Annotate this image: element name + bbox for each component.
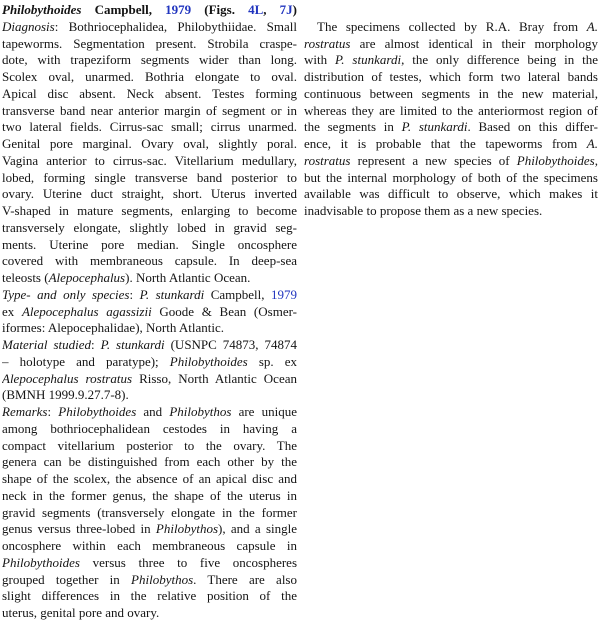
text-line [2,555,297,572]
text-line [2,52,297,69]
text-line [304,86,598,103]
text-run: with [304,52,336,68]
text-run: , the only difference being in the [401,52,598,68]
text-line [304,186,598,203]
text-run: grouped together in [2,571,132,587]
text-line [2,538,297,555]
text-line [304,52,598,69]
text-line [2,588,297,605]
text-run: are almost identical in their morphology [350,35,598,51]
text-run: oncosphere within each membraneous capsule in [2,538,297,553]
text-run: ex [2,303,22,319]
text-line [2,186,297,203]
reference-link[interactable]: 7J [279,2,293,17]
text-line [2,287,297,304]
text-run: ) [292,2,297,17]
text-run: ence, it is probable that the tapeworms from [304,136,587,152]
text-run: Vagina anterior to cirrus-sac. Vitellarium medullary, [2,152,297,168]
text-line [2,471,297,488]
text-line [2,103,297,120]
text-run: Diagnosis [2,18,55,34]
text-line [2,119,297,136]
reference-link[interactable]: 4L [248,2,264,17]
text-run: teleosts ( [2,270,49,285]
text-line [304,119,598,136]
text-line [2,454,297,471]
text-run: , [263,2,280,17]
text-line [2,2,297,19]
text-line [2,421,297,438]
text-run: Philobythoides [2,554,80,570]
text-run: , [594,152,598,168]
text-run: tapeworms. Segmentation present. Strobila craspe- [2,35,297,51]
text-run: genera can be distinguished from each other by the [2,454,297,470]
text-line [2,521,297,538]
text-run: The specimens collected by R.A. Bray from [317,18,587,34]
text-run: compact vitellarium posterior to the ovary. The [2,437,297,453]
text-run: Philobythoides [58,404,137,419]
text-run: A. [586,136,598,152]
text-line [2,86,297,103]
text-run: : Bothriocephalidea, Philobythiidae. Small [54,18,297,34]
text-run: Philobythoides [2,2,82,17]
text-run: : [129,286,140,302]
text-run: transversely elongate, slightly lobed in gravid seg- [2,219,297,235]
text-line [2,203,297,220]
text-run: (Figs. [191,2,249,17]
text-run: neck in the former genus, the shape of the uterus in [2,487,297,503]
text-run: Philobythoides [516,152,595,168]
text-line [304,170,598,187]
text-run: : [91,337,101,352]
text-run: dote, with trapeziform segments wider than long. [2,52,297,68]
text-line [2,19,297,36]
text-run: two lateral fields. Cirrus-sac small; cirrus unarmed. [2,119,297,135]
text-run: whereas they are limited to the anteriormost region of [304,102,598,118]
text-line [2,153,297,170]
reference-link[interactable]: 1979 [165,2,192,17]
text-line [2,36,297,53]
text-run: represent a new species of [350,152,517,168]
text-run: (BMNH 1999.9.27.7-8). [2,387,129,403]
text-run: among bothriocephalidean cestodes in having a [2,420,297,436]
text-run: – holotype and paratype); [2,353,170,369]
text-line [2,337,297,354]
text-run: versus three to five oncospheres [80,554,297,570]
text-run: ). North Atlantic Ocean. [125,270,251,285]
text-line [2,136,297,153]
text-run: P. stunkardi [335,52,402,68]
text-run: P. stunkardi [100,337,165,352]
text-line [2,304,297,321]
text-run: Alepocephalus agassizii [21,303,152,319]
text-run: Philobythos [155,521,219,537]
reference-link[interactable]: 1979 [270,286,297,302]
text-run: rostratus [304,35,351,51]
text-run: Campbell, [81,2,166,17]
text-run: P. stunkardi [401,119,468,135]
text-run: the segments in [304,119,402,135]
text-run: . There are also [193,571,297,587]
text-run: slight differences in the relative position of the [2,588,297,604]
text-run: V-shaped in mature segments, enlarging to become [2,203,297,218]
text-line [2,488,297,505]
text-run: Risso, North Atlantic Ocean [132,370,297,386]
text-line [2,371,297,388]
text-line [304,19,598,36]
text-line [2,270,297,287]
text-run: Scolex oval, unarmed. Bothria elongate to oval. [2,69,297,84]
text-run: covered with membraneous capsule. In deep-sea [2,253,297,269]
text-run: transverse band near anterior margin of segment or in [2,102,297,118]
text-line [304,153,598,170]
text-line [304,103,598,120]
text-run: : [47,404,59,419]
text-run: ), and a single [218,521,297,537]
text-run: Goode & Bean (Osmer- [151,303,297,319]
text-line [2,387,297,404]
text-run: distribution of testes, which form two lateral bands [304,69,598,85]
text-line [2,237,297,254]
text-line [2,404,297,421]
text-run: lobed, forming single transverse band posterior to [2,169,297,185]
text-run: sp. ex [247,353,297,369]
text-line [2,69,297,86]
text-line [304,69,598,86]
text-run: P. stunkardi [139,286,205,302]
text-run: Remarks [2,404,48,419]
right-column [304,19,598,220]
text-run: . Based on this differ- [467,119,598,135]
text-line [2,170,297,187]
text-run: and [136,404,170,419]
text-run: Philobythos [169,404,232,419]
text-run: iformes: Alepocephalidae), North Atlantic. [2,320,225,336]
text-run: inadvisable to propose them as a new species. [304,203,543,219]
text-run: Alepocephalus rostratus [2,370,133,386]
text-line [304,36,598,53]
left-column [2,2,297,622]
text-run: available was difficult to observe, which makes it [304,186,598,202]
text-run: Genital pore marginal. Ovary oval, slightly poral. [2,136,297,151]
text-line [2,220,297,237]
text-run: A. [586,18,598,34]
text-run: Apical disc absent. Neck absent. Testes forming [2,85,297,101]
text-run: Philobythoides [169,353,248,369]
text-run: (USNPC 74873, 74874 [164,337,297,352]
text-run: gravid segments (transversely elongate in the former [2,504,297,520]
text-run: uterus, genital pore and ovary. [2,605,160,620]
text-run: Philobythos [131,571,194,587]
text-run: ovary. Uterine duct straight, short. Uterus inverted [2,186,297,202]
text-line [2,354,297,371]
text-run: but the internal morphology of both of the specimens [304,169,598,185]
text-line [304,203,598,220]
text-run: Material studied [2,337,91,352]
text-run: continuous between segments in the new material, [304,85,598,101]
text-run: Alepocephalus [48,270,126,285]
text-run: genus versus three-lobed in [2,521,156,537]
text-line [2,253,297,270]
text-line [2,438,297,455]
text-line [2,320,297,337]
text-line [2,605,297,622]
text-line [2,572,297,589]
text-line [304,136,598,153]
text-run: are unique [231,404,297,419]
text-run: shape of the scolex, the absence of an apical disc and [2,471,297,486]
text-run: ments. Uterine pore median. Single oncosphere [2,236,297,252]
text-run: Campbell, [204,286,271,302]
text-run: rostratus [304,152,351,168]
text-run: Type- and only species [2,286,130,302]
text-line [2,505,297,522]
